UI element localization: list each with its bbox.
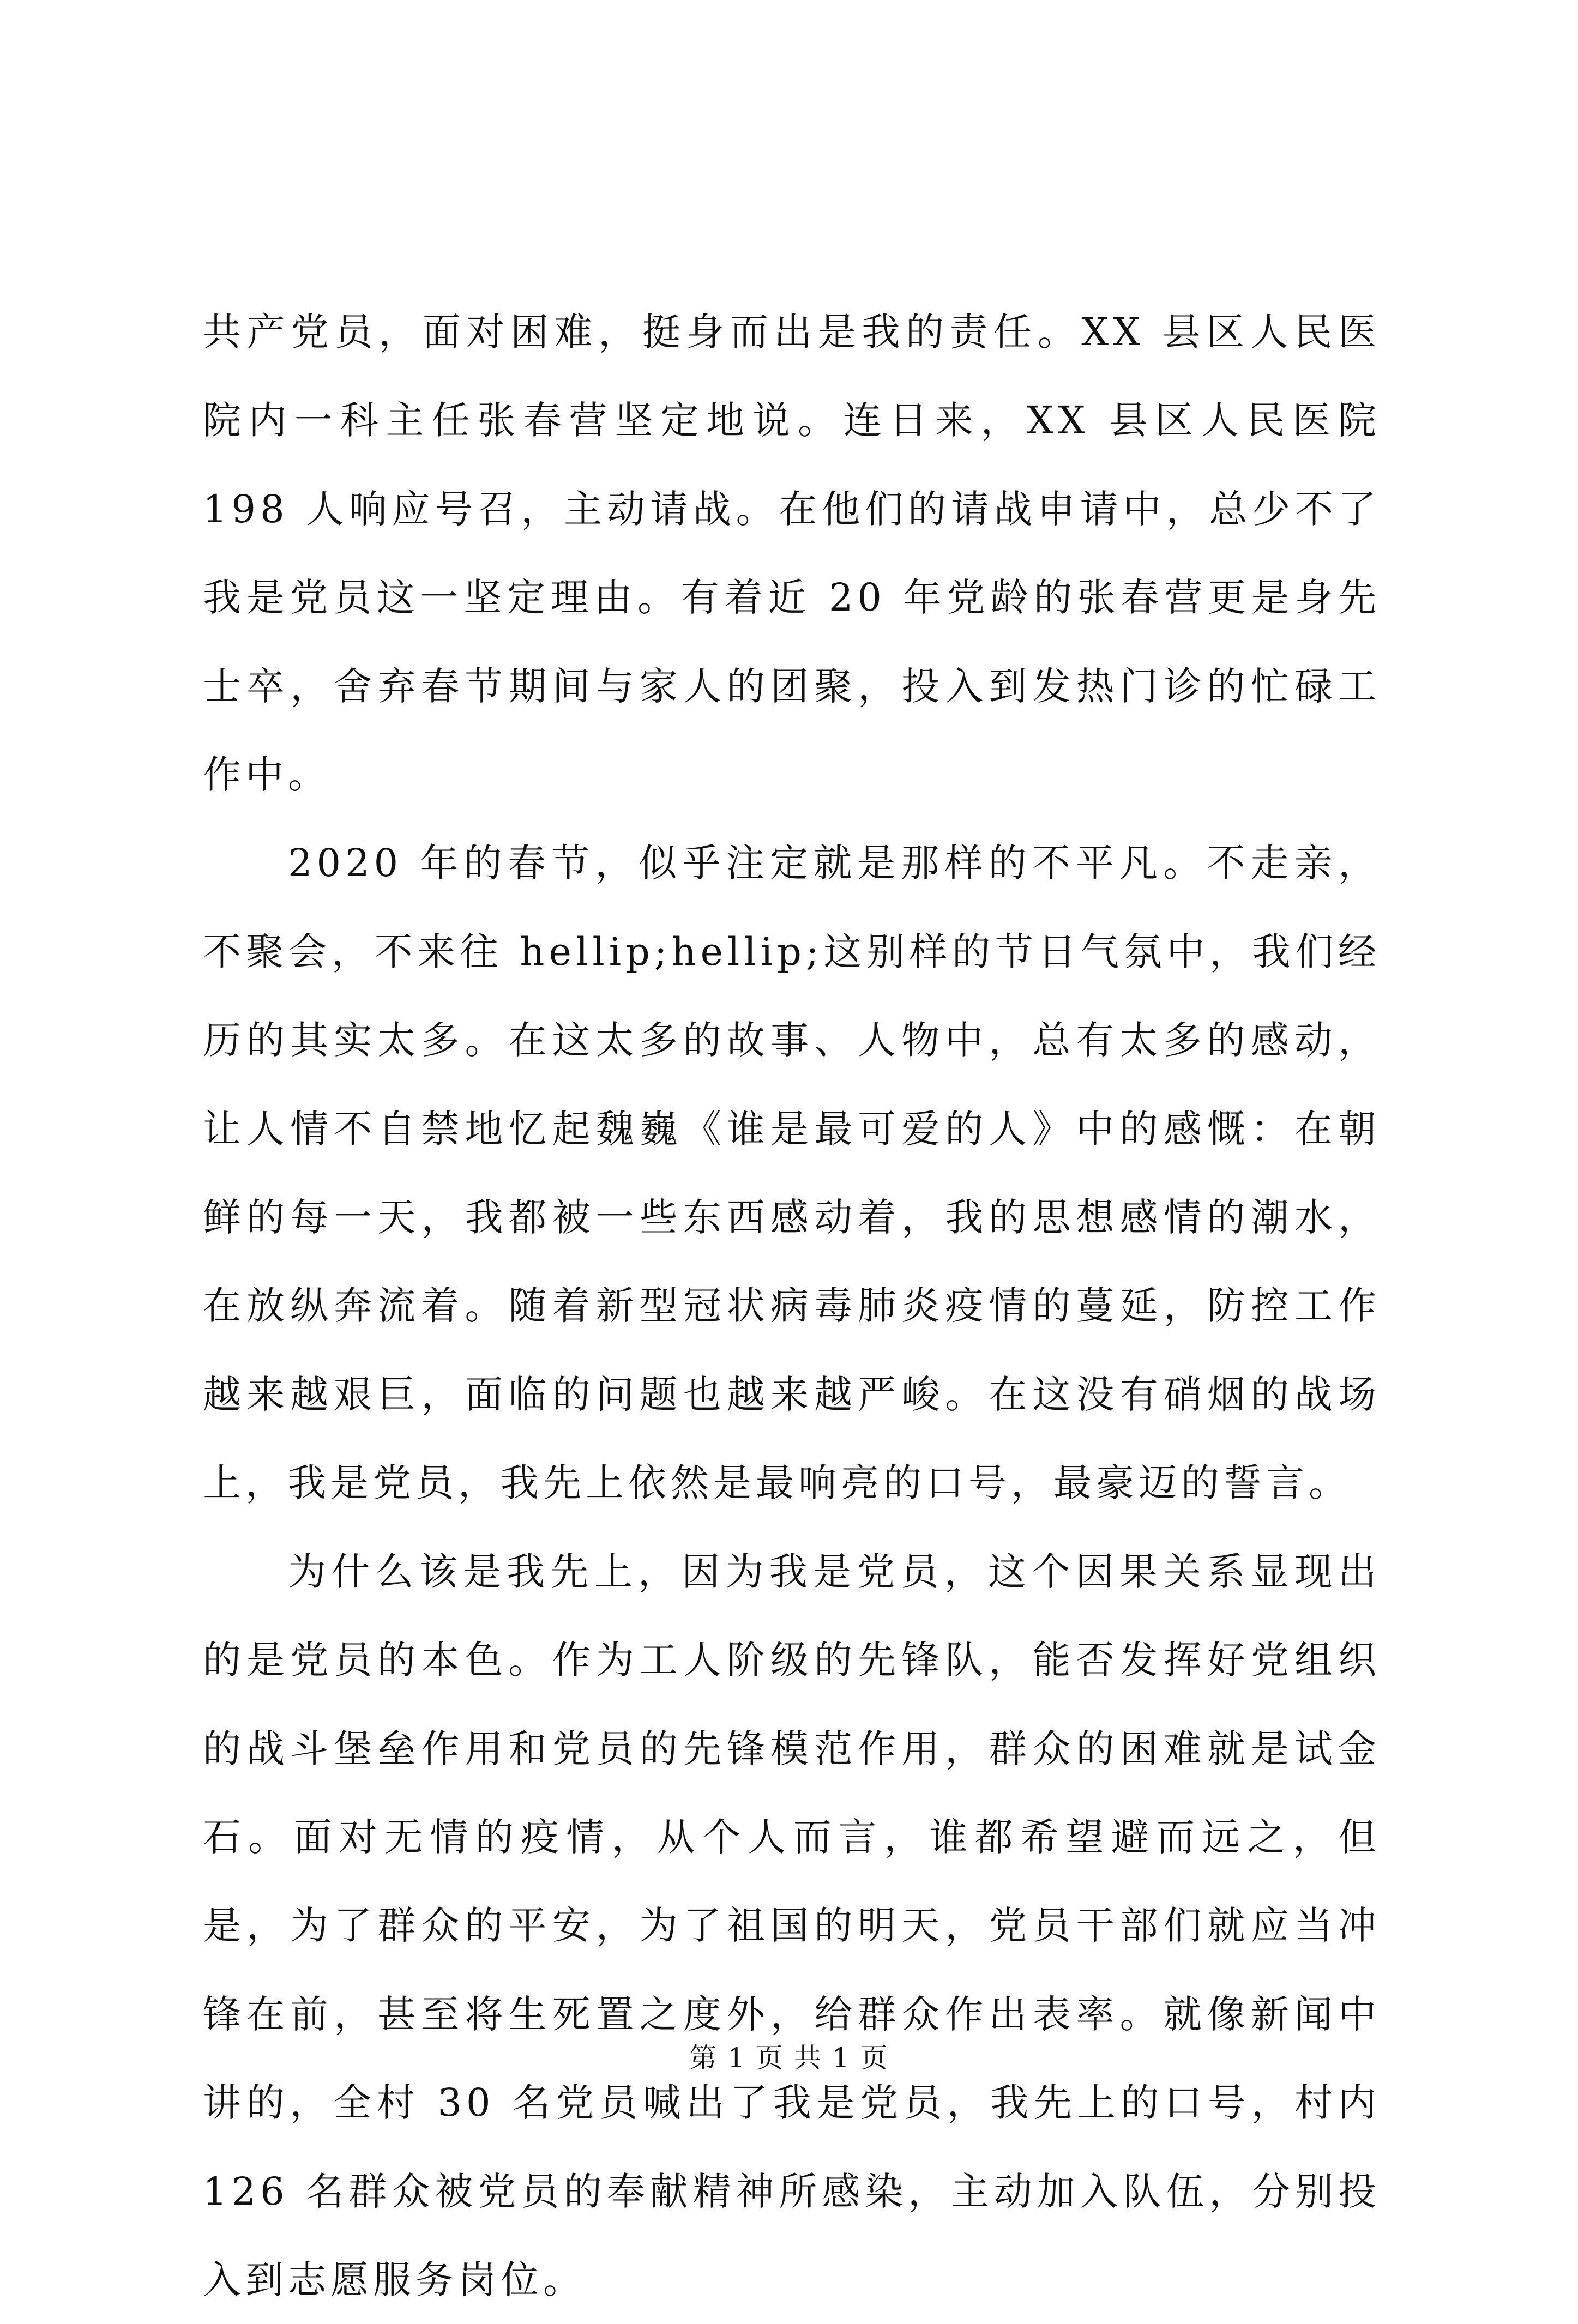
paragraph-3: 为什么该是我先上，因为我是党员，这个因果关系显现出的是党员的本色。作为工人阶级的先锋队，能否发挥好党组织的战斗堡垒作用和党员的先锋模范作用，群众的困难就是试金石。面对无情的疫情，从个人而言，谁都希望避而远之，但是，为了群众的平安，为了祖国的明天，党员干部们就应当冲锋在前，甚至将生死置之度外，给群众作出表率。就像新闻中讲的，全村 30 名党员喊出了我是党员，我先上的口号，村内 126 名群众被党员的奉献精神所感染，主动加入队伍，分别投入到志愿服务岗位。 — [203, 1549, 1381, 2302]
paragraph-2: 2020 年的春节，似乎注定就是那样的不平凡。不走亲，不聚会，不来往 hellip;hellip;这别样的节日气氛中，我们经历的其实太多。在这太多的故事、人物中，总有太多的感动，让人情不自禁地忆起魏巍《谁是最可爱的人》中的感慨：在朝鲜的每一天，我都被一些东西感动着，我的思想感情的潮水，在放纵奔流着。随着新型冠状病毒肺炎疫情的蔓延，防控工作越来越艰巨，面临的问题也越来越严峻。在这没有硝烟的战场上，我是党员，我先上依然是最响亮的口号，最豪迈的誓言。 — [203, 841, 1381, 1506]
page-footer: 第 1 页 共 1 页 — [689, 2042, 889, 2074]
document-body — [203, 288, 1381, 2324]
paragraph-1: 共产党员，面对困难，挺身而出是我的责任。XX 县区人民医院内一科主任张春营坚定地说。连日来，XX 县区人民医院 198 人响应号召，主动请战。在他们的请战申请中，总少不了我是党员这一坚定理由。有着近 20 年党龄的张春营更是身先士卒，舍弃春节期间与家人的团聚，投入到发热门诊的忙碌工作中。 — [203, 310, 1381, 798]
